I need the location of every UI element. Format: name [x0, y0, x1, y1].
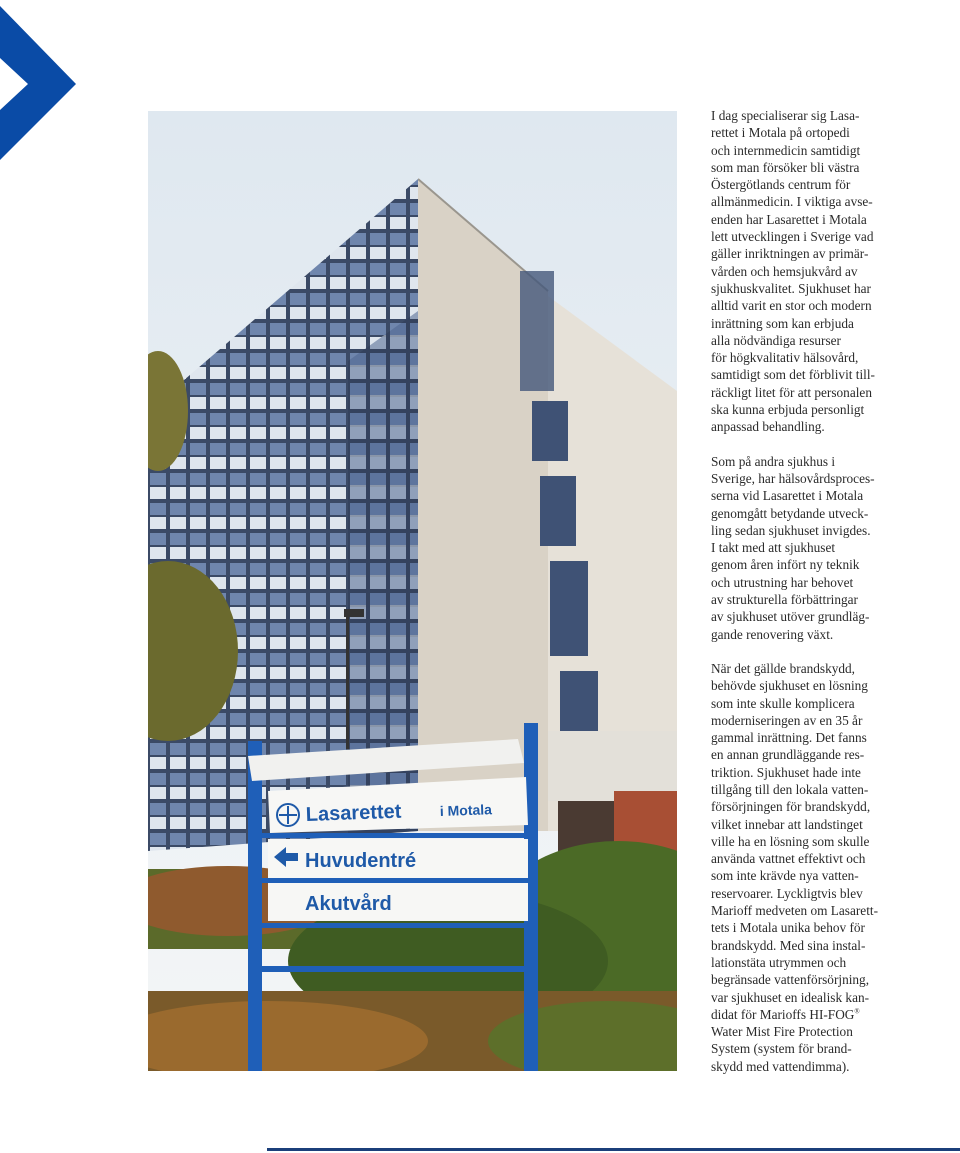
sign-line-akutvard: Akutvård: [305, 893, 392, 915]
sign-line-lasarettet: Lasarettet: [305, 800, 402, 826]
article-line: vården och hemsjukvård av: [711, 263, 858, 279]
article-line: ville ha en lösning som skulle: [711, 833, 870, 849]
article-line: lett utvecklingen i Sverige vad: [711, 229, 874, 245]
article-line: alla nödvändiga resurser: [711, 332, 841, 348]
hospital-emblem-icon: [277, 804, 299, 826]
article-line: Marioff medveten om Lasarett-: [711, 903, 879, 919]
sign-line-huvudentre: Huvudentré: [305, 850, 417, 872]
article-line: Sverige, har hälsovårdsproces-: [711, 470, 875, 486]
article-line: serna vid Lasarettet i Motala: [711, 488, 864, 504]
article-line: begränsade vattenförsörjning,: [711, 972, 870, 988]
article-line: och utrustning har behovet: [711, 574, 854, 590]
article-line: samtidigt som det förblivit till-: [711, 367, 875, 383]
article-line: vilket innebar att landstinget: [711, 816, 863, 832]
article-line: moderniseringen av en 35 år: [711, 712, 863, 728]
article-line: System (system för brand-: [711, 1041, 852, 1057]
article-line: använda vattnet effektivt och: [711, 851, 866, 867]
article-line: som man försöker bli västra: [711, 159, 860, 175]
article-line: brandskydd. Med sina instal-: [711, 937, 866, 953]
article-line: var sjukhuset en idealisk kan-: [711, 989, 870, 1005]
article-line: alltid varit en stor och modern: [711, 298, 872, 314]
bottom-rule: [267, 1148, 960, 1151]
article-line: anpassad behandling.: [711, 419, 825, 435]
article-line: gammal inrättning. Det fanns: [711, 730, 867, 746]
article-line: didat för Marioffs HI-FOG®: [711, 1006, 860, 1022]
article-line: Water Mist Fire Protection: [711, 1024, 853, 1040]
article-line: Som på andra sjukhus i: [711, 453, 836, 469]
article-paragraph-1: [711, 107, 927, 436]
article-line: gande renovering växt.: [711, 626, 834, 642]
article-line: inrättning som kan erbjuda: [711, 315, 854, 331]
article-line: av strukturella förbättringar: [711, 592, 858, 608]
article-line: en annan grundläggande res-: [711, 747, 865, 763]
article-line: När det gällde brandskydd,: [711, 660, 856, 676]
article-line: som inte skulle komplicera: [711, 695, 855, 711]
article-line: behövde sjukhuset en lösning: [711, 678, 868, 694]
article-line: genom åren infört ny teknik: [711, 557, 860, 573]
sign-line-motala: i Motala: [439, 801, 493, 819]
article-line: lationstäta utrymmen och: [711, 954, 847, 970]
article-line: för högkvalitativ hälsovård,: [711, 350, 859, 366]
article-line: räckligt litet för att personalen: [711, 384, 872, 400]
article-line: försörjningen för brandskydd,: [711, 799, 871, 815]
article-line: allmänmedicin. I viktiga avse-: [711, 194, 873, 210]
article-line: ska kunna erbjuda personligt: [711, 402, 865, 418]
article-line: Östergötlands centrum för: [711, 177, 851, 193]
article-line: rettet i Motala på ortopedi: [711, 125, 850, 141]
article-line: gäller inriktningen av primär-: [711, 246, 869, 262]
article-text: [711, 107, 927, 1092]
hospital-photo: [148, 111, 677, 1071]
article-line: sjukhuskvalitet. Sjukhuset har: [711, 280, 871, 296]
article-line: triktion. Sjukhuset hade inte: [711, 764, 861, 780]
article-line: av sjukhuset utöver grundläg-: [711, 609, 870, 625]
article-line: I takt med att sjukhuset: [711, 540, 836, 556]
article-line: reservoarer. Lyckligtvis blev: [711, 885, 863, 901]
article-line: tets i Motala unika behov för: [711, 920, 865, 936]
article-line: tillgång till den lokala vatten-: [711, 781, 869, 797]
article-paragraph-2: [711, 453, 927, 643]
article-line: genomgått betydande utveck-: [711, 505, 869, 521]
article-line: skydd med vattendimma).: [711, 1058, 850, 1074]
article-line: I dag specialiserar sig Lasa-: [711, 108, 860, 123]
chevron-right-icon: [0, 0, 80, 160]
article-paragraph-3: [711, 660, 927, 1075]
article-line: och internmedicin samtidigt: [711, 142, 861, 158]
article-line: som inte krävde nya vatten-: [711, 868, 859, 884]
trademark-mark: ®: [854, 1007, 860, 1016]
article-line: enden har Lasarettet i Motala: [711, 211, 867, 227]
article-line: ling sedan sjukhuset invigdes.: [711, 522, 871, 538]
